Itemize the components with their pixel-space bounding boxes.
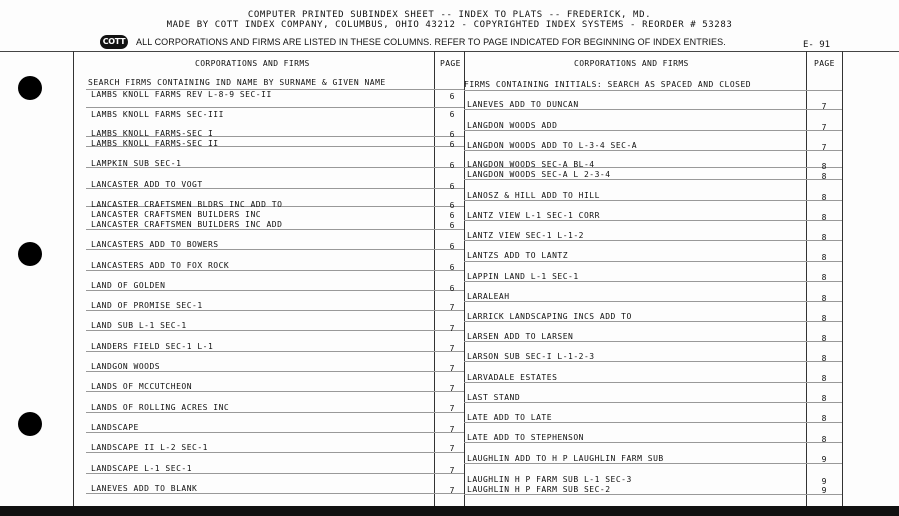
right-entry-name: LANGDON WOODS SEC-A L 2-3-4 [467, 170, 611, 179]
right-entry-name: LANTZ VIEW SEC-1 L-1-2 [467, 231, 584, 240]
left-entry-name: LANCASTER CRAFTSMEN BUILDERS INC [91, 210, 262, 219]
bottom-edge [0, 506, 899, 516]
cott-logo: COTT [100, 35, 128, 49]
left-entry-page: 7 [449, 324, 455, 333]
right-entry-name: LATE ADD TO LATE [467, 413, 553, 422]
right-entry-page: 8 [821, 162, 827, 171]
sheet-page-id: E- 91 [803, 40, 831, 50]
left-entry-page: 6 [449, 130, 455, 139]
left-margin-line [73, 51, 74, 506]
left-entry-name: LAMBS KNOLL FARMS-SEC I [91, 129, 214, 138]
sheet-title: COMPUTER PRINTED SUBINDEX SHEET -- INDEX TO PLATS -- FREDERICK, MD. [247, 10, 652, 20]
right-entry-name: LANTZS ADD TO LANTZ [467, 251, 569, 260]
left-entry-page: 6 [449, 182, 455, 191]
right-entry-page: 8 [821, 334, 827, 343]
left-entry-page: 7 [449, 444, 455, 453]
left-row-rule [86, 249, 464, 250]
right-entry-page: 8 [821, 374, 827, 383]
right-page-heading: PAGE [814, 59, 835, 68]
left-entry-page: 7 [449, 344, 455, 353]
right-entry-page: 8 [821, 314, 827, 323]
right-entry-name: LANGDON WOODS ADD TO L-3-4 SEC-A [467, 141, 638, 150]
left-row-rule [86, 310, 464, 311]
left-row-rule [86, 107, 464, 108]
left-entry-name: LANDS OF ROLLING ACRES INC [91, 403, 230, 412]
right-entry-page: 8 [821, 394, 827, 403]
left-entry-name: LAND OF GOLDEN [91, 281, 166, 290]
left-entry-page: 7 [449, 364, 455, 373]
right-entry-name: LAST STAND [467, 393, 521, 402]
left-entry-name: LANDSCAPE L-1 SEC-1 [91, 464, 193, 473]
left-search-instruction: SEARCH FIRMS CONTAINING IND NAME BY SURNAME & GIVEN NAME [88, 78, 386, 87]
right-row-rule [464, 150, 842, 151]
right-search-instruction: FIRMS CONTAINING INITIALS: SEARCH AS SPACED AND CLOSED [464, 80, 752, 89]
left-row-rule [86, 493, 464, 494]
right-entry-name: LARALEAH [467, 292, 510, 301]
right-entry-name: LANOSZ & HILL ADD TO HILL [467, 191, 600, 200]
right-entry-page: 8 [821, 172, 827, 181]
left-entry-name: LANDGON WOODS [91, 362, 161, 371]
left-entry-page: 6 [449, 263, 455, 272]
left-entry-page: 7 [449, 486, 455, 495]
right-entry-page: 8 [821, 253, 827, 262]
right-row-rule [464, 422, 842, 423]
center-divider [464, 51, 465, 506]
right-entry-page: 8 [821, 233, 827, 242]
binder-hole-bottom [18, 412, 42, 436]
right-entry-name: LAPPIN LAND L-1 SEC-1 [467, 272, 579, 281]
right-row-rule [464, 109, 842, 110]
left-page-heading: PAGE [440, 59, 461, 68]
left-entry-page: 6 [449, 92, 455, 101]
left-row-rule [86, 229, 464, 230]
right-row-rule [464, 494, 842, 495]
left-entry-name: LANDS OF MCCUTCHEON [91, 382, 193, 391]
right-entry-name: LANTZ VIEW L-1 SEC-1 CORR [467, 211, 600, 220]
right-entry-page: 8 [821, 213, 827, 222]
left-entry-name: LAMBS KNOLL FARMS REV L-8-9 SEC-II [91, 90, 272, 99]
left-entry-name: LANEVES ADD TO BLANK [91, 484, 198, 493]
left-entry-name: LANCASTER ADD TO VOGT [91, 180, 203, 189]
binder-hole-middle [18, 242, 42, 266]
right-entry-page: 7 [821, 143, 827, 152]
left-row-rule [86, 351, 464, 352]
left-entry-name: LAMPKIN SUB SEC-1 [91, 159, 182, 168]
left-entry-page: 6 [449, 284, 455, 293]
right-row-rule [464, 220, 842, 221]
left-entry-page: 7 [449, 404, 455, 413]
right-entry-page: 9 [821, 455, 827, 464]
right-entry-page: 8 [821, 414, 827, 423]
right-row-rule [464, 261, 842, 262]
right-entry-name: LARSON SUB SEC-I L-1-2-3 [467, 352, 595, 361]
right-row-rule [464, 402, 842, 403]
left-row-rule [86, 391, 464, 392]
right-entry-page: 9 [821, 477, 827, 486]
right-row-rule [464, 321, 842, 322]
left-entry-name: LAMBS KNOLL FARMS-SEC II [91, 139, 219, 148]
left-row-rule [86, 371, 464, 372]
right-entry-name: LAUGHLIN H P FARM SUB L-1 SEC-3 [467, 475, 632, 484]
right-row-rule [464, 382, 842, 383]
right-entry-page: 8 [821, 435, 827, 444]
right-entry-name: LARRICK LANDSCAPING INCS ADD TO [467, 312, 632, 321]
left-column-heading: CORPORATIONS AND FIRMS [195, 59, 310, 68]
right-entry-name: LANGDON WOODS ADD [467, 121, 558, 130]
right-entry-name: LARVADALE ESTATES [467, 373, 558, 382]
right-row-rule [464, 130, 842, 131]
left-entry-page: 6 [449, 221, 455, 230]
left-entry-name: LAND OF PROMISE SEC-1 [91, 301, 203, 310]
left-entry-name: LANDERS FIELD SEC-1 L-1 [91, 342, 214, 351]
right-margin-line [842, 51, 843, 506]
right-entry-name: LANGDON WOODS SEC-A BL-4 [467, 160, 595, 169]
right-entry-name: LARSEN ADD TO LARSEN [467, 332, 574, 341]
right-entry-page: 8 [821, 294, 827, 303]
left-entry-page: 6 [449, 161, 455, 170]
left-row-rule [86, 473, 464, 474]
left-entry-page: 6 [449, 110, 455, 119]
left-row-rule [86, 452, 464, 453]
left-entry-page: 6 [449, 211, 455, 220]
left-entry-name: LANCASTER CRAFTSMEN BUILDERS INC ADD [91, 220, 283, 229]
left-entry-name: LAND SUB L-1 SEC-1 [91, 321, 187, 330]
left-row-rule [86, 432, 464, 433]
right-row-rule [464, 341, 842, 342]
right-row-rule [464, 442, 842, 443]
right-row-rule [464, 281, 842, 282]
left-entry-page: 7 [449, 303, 455, 312]
left-page-divider [434, 51, 435, 506]
left-entry-name: LANCASTERS ADD TO BOWERS [91, 240, 219, 249]
right-row-rule [464, 200, 842, 201]
right-entry-name: LANEVES ADD TO DUNCAN [467, 100, 579, 109]
left-entry-name: LANCASTER CRAFTSMEN BLDRS INC ADD TO [91, 200, 283, 209]
top-divider [0, 51, 899, 52]
publisher-line: MADE BY COTT INDEX COMPANY, COLUMBUS, OHIO 43212 - COPYRIGHTED INDEX SYSTEMS - REORDER # 53283 [166, 20, 733, 30]
left-entry-name: LANCASTERS ADD TO FOX ROCK [91, 261, 230, 270]
right-row-rule [464, 240, 842, 241]
right-entry-page: 7 [821, 123, 827, 132]
right-row-rule [464, 301, 842, 302]
left-entry-page: 6 [449, 140, 455, 149]
notice-text: ALL CORPORATIONS AND FIRMS ARE LISTED IN THESE COLUMNS. REFER TO PAGE INDICATED FOR BEGINNING OF INDEX ENTRIES. [136, 37, 726, 47]
right-entry-name: LATE ADD TO STEPHENSON [467, 433, 584, 442]
right-entry-page: 9 [821, 486, 827, 495]
left-row-rule [86, 290, 464, 291]
right-row-rule [464, 179, 842, 180]
right-entry-name: LAUGHLIN H P FARM SUB SEC-2 [467, 485, 611, 494]
right-row-rule [464, 90, 842, 91]
right-entry-page: 8 [821, 354, 827, 363]
right-entry-page: 8 [821, 193, 827, 202]
right-entry-page: 7 [821, 102, 827, 111]
left-entry-name: LANDSCAPE [91, 423, 139, 432]
left-entry-page: 6 [449, 201, 455, 210]
right-entry-page: 8 [821, 273, 827, 282]
left-entry-page: 7 [449, 425, 455, 434]
right-column-heading: CORPORATIONS AND FIRMS [574, 59, 689, 68]
right-row-rule [464, 361, 842, 362]
right-entry-name: LAUGHLIN ADD TO H P LAUGHLIN FARM SUB [467, 454, 664, 463]
left-row-rule [86, 270, 464, 271]
left-row-rule [86, 330, 464, 331]
binder-hole-top [18, 76, 42, 100]
left-row-rule [86, 412, 464, 413]
left-entry-name: LANDSCAPE II L-2 SEC-1 [91, 443, 208, 452]
left-entry-page: 6 [449, 242, 455, 251]
left-entry-page: 7 [449, 384, 455, 393]
left-entry-name: LAMBS KNOLL FARMS SEC-III [91, 110, 224, 119]
left-entry-page: 7 [449, 466, 455, 475]
notice-row [100, 35, 726, 49]
right-row-rule [464, 463, 842, 464]
